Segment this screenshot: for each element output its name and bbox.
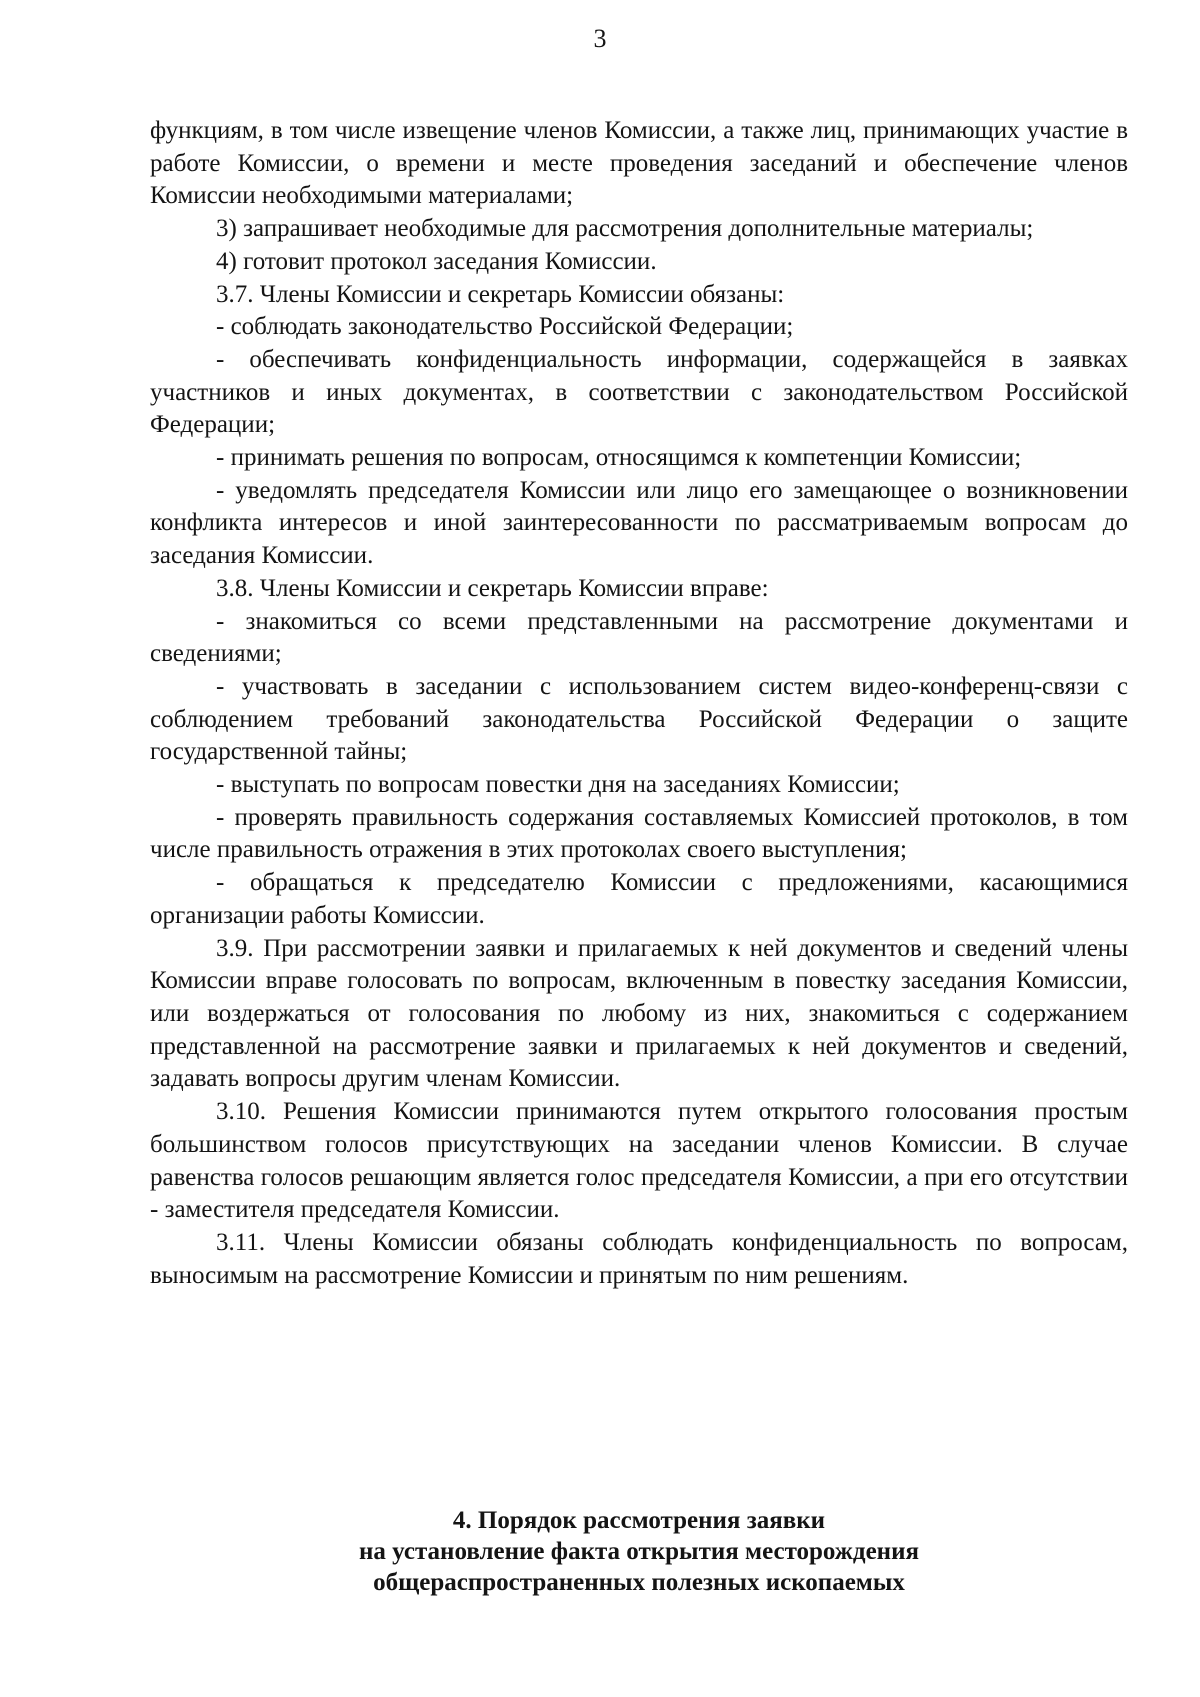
section-heading-line: 4. Порядок рассмотрения заявки [452,1507,826,1534]
page-number: 3 [593,24,607,53]
paragraph: 3) запрашивает необходимые для рассмотрения дополнительные материалы; [216,215,1034,243]
paragraph: - проверять правильность содержания составляемых Комиссией протоколов, в том числе правильность отражения в этих протоколах своего выступления; [150,803,1128,864]
paragraph: 3.7. Члены Комиссии и секретарь Комиссии обязаны: [216,280,785,308]
paragraph: - обеспечивать конфиденциальность информации, содержащейся в заявках участников и иных документах, в соответствии с законодательством Российской Федерации; [150,345,1128,439]
paragraph: 3.11. Члены Комиссии обязаны соблюдать конфиденциальность по вопросам, выносимым на рассмотрение Комиссии и принятым по ним решениям. [150,1228,1128,1289]
section-heading-line: на установление факта открытия месторождения [358,1538,920,1565]
paragraph: 4) готовит протокол заседания Комиссии. [216,247,657,275]
paragraph: - обращаться к председателю Комиссии с предложениями, касающимися организации работы Комиссии. [150,869,1128,929]
paragraph: - знакомиться со всеми представленными на рассмотрение документами и сведениями; [150,607,1128,668]
paragraph: - участвовать в заседании с использованием систем видео-конференц-связи с соблюдением требований законодательства Российской Федерации о защите государственной тайны; [150,672,1128,766]
paragraph: - принимать решения по вопросам, относящимся к компетенции Комиссии; [216,444,1022,472]
paragraph: - выступать по вопросам повестки дня на заседаниях Комиссии; [216,771,900,799]
paragraph: 3.10. Решения Комиссии принимаются путем открытого голосования простым большинством голосов присутствующих на заседании членов Комиссии. В случае равенства голосов решающим является голос председателя Комиссии, а при его отсутствии - заместителя председателя Комиссии. [150,1098,1128,1224]
paragraph: - соблюдать законодательство Российской Федерации; [216,313,794,341]
paragraph: функциям, в том числе извещение членов Комиссии, а также лиц, принимающих участие в работе Комиссии, о времени и месте проведения заседаний и обеспечение членов Комиссии необходимыми материалами; [150,117,1128,210]
paragraph: 3.8. Члены Комиссии и секретарь Комиссии вправе: [216,574,769,602]
section-heading [150,1505,1128,1598]
document-body [150,115,1128,1292]
paragraph: - уведомлять председателя Комиссии или лицо его замещающее о возникновении конфликта интересов и иной заинтересованности по рассматриваемым вопросам до заседания Комиссии. [150,476,1128,570]
section-heading-line: общераспространенных полезных ископаемых [373,1569,905,1596]
paragraph: 3.9. При рассмотрении заявки и прилагаемых к ней документов и сведений члены Комиссии вправе голосовать по вопросам, включенным в повестку заседания Комиссии, или воздержаться от голосования по любому из них, знакомиться с содержанием представленной на рассмотрение заявки и прилагаемых к ней документов и сведений, задавать вопросы другим членам Комиссии. [150,934,1128,1093]
